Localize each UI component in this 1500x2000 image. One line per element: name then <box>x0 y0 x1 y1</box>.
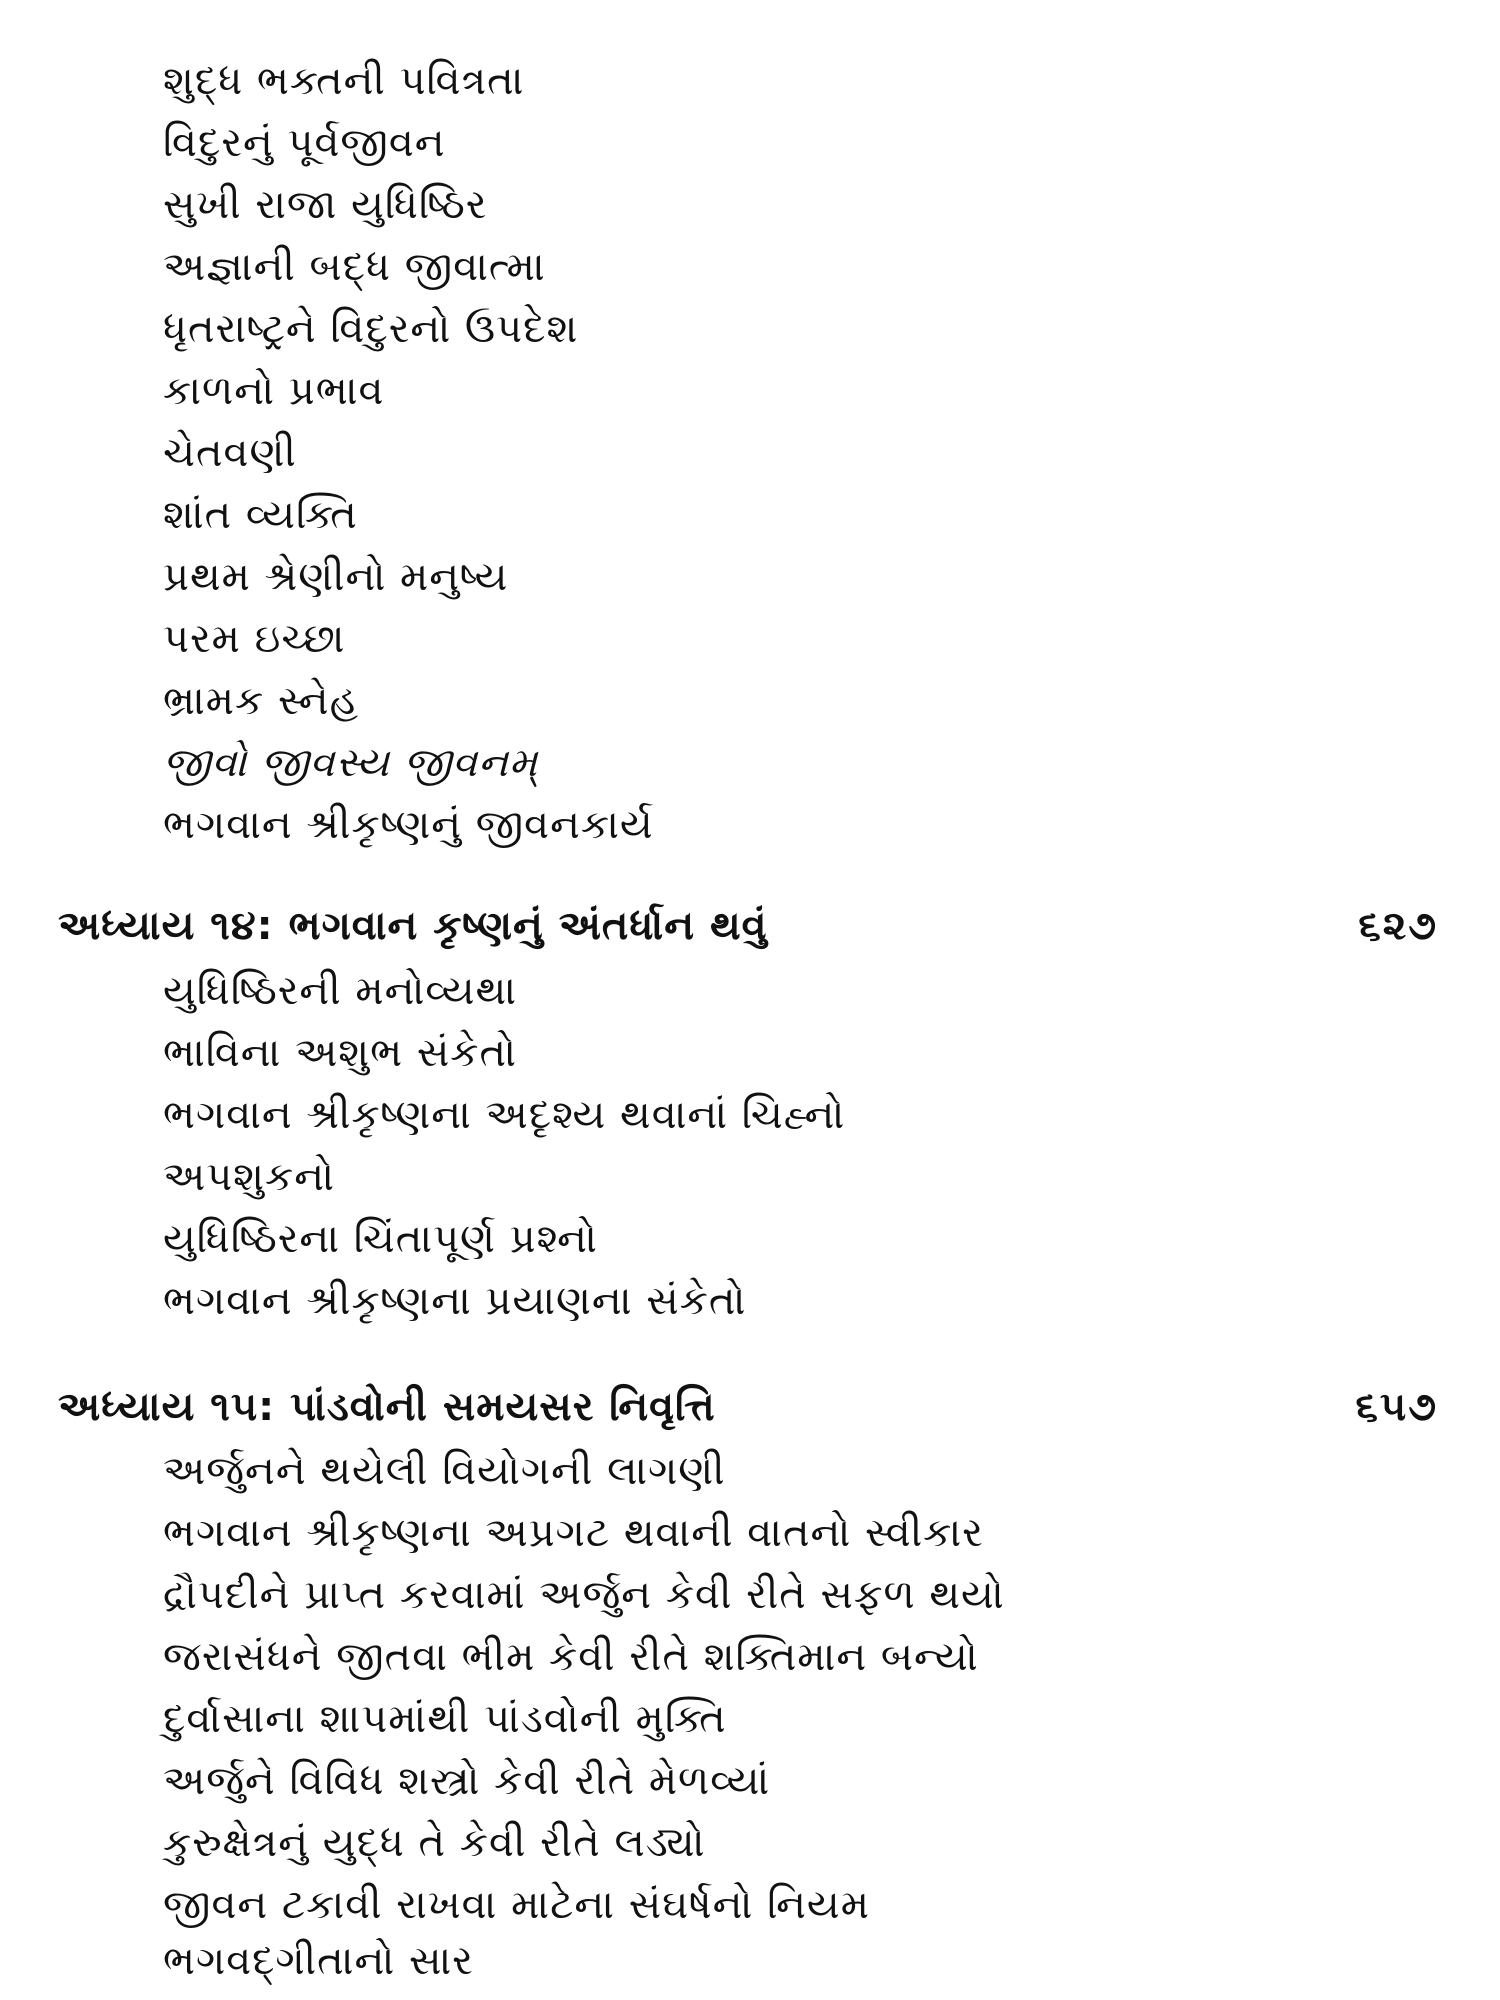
toc-entry: જીવન ટકાવી રાખવા માટેના સંઘર્ષનો નિયમ <box>163 1882 870 1928</box>
chapter-15-heading <box>58 1376 1438 1438</box>
toc-entry: જીવો જીવસ્ય જીવનમ્ <box>163 740 539 786</box>
toc-entry: અપશુકનો <box>163 1154 336 1200</box>
toc-entry: દ્રૌપદીને પ્રાપ્ત કરવામાં અર્જુન કેવી રીતે સફળ થયો <box>163 1572 1005 1618</box>
toc-entry: અર્જુનને થયેલી વિયોગની લાગણી <box>163 1448 726 1494</box>
chapter-title: અધ્યાય ૧૫: પાંડવોની સમયસર નિવૃત્તિ <box>58 1384 716 1430</box>
toc-entry: ભગવાન શ્રીકૃષ્ણના અપ્રગટ થવાની વાતનો સ્વીકાર <box>163 1510 984 1556</box>
toc-entry: શુદ્ધ ભક્તની પવિત્રતા <box>163 58 525 104</box>
toc-entry: ભાવિના અશુભ સંકેતો <box>163 1030 517 1076</box>
toc-entry: ધૃતરાષ્ટ્રને વિદુરનો ઉપદેશ <box>163 306 579 352</box>
toc-entry: યુધિષ્ઠિરની મનોવ્યથા <box>163 968 517 1014</box>
toc-entry: સુખી રાજા યુધિષ્ઠિર <box>163 182 488 228</box>
toc-entry: ભગવાન શ્રીકૃષ્ણનું જીવનકાર્ય <box>163 802 654 848</box>
toc-entry: ચેતવણી <box>163 430 297 476</box>
toc-entry: અર્જુને વિવિધ શસ્ત્રો કેવી રીતે મેળવ્યાં <box>163 1758 771 1804</box>
toc-entry: અજ્ઞાની બદ્ધ જીવાત્મા <box>163 244 546 290</box>
toc-entry: ભગવદ્ગીતાનો સાર <box>163 1938 474 1984</box>
toc-entry: પરમ ઇચ્છા <box>163 616 346 662</box>
toc-entry: શાંત વ્યક્તિ <box>163 492 358 538</box>
toc-entry: કાળનો પ્રભાવ <box>163 368 385 414</box>
toc-entry: જરાસંધને જીતવા ભીમ કેવી રીતે શક્તિમાન બન્યો <box>163 1634 979 1680</box>
toc-entry: ભ્રામક સ્નેહ <box>163 678 360 724</box>
chapter-page-number: ૬૨૭ <box>1358 903 1438 949</box>
toc-entry: વિદુરનું પૂર્વજીવન <box>163 120 446 166</box>
toc-entry: દુર્વાસાના શાપમાંથી પાંડવોની મુક્તિ <box>163 1696 727 1742</box>
toc-entry: ભગવાન શ્રીકૃષ્ણના પ્રયાણના સંકેતો <box>163 1278 747 1324</box>
toc-entry: પ્રથમ શ્રેણીનો મનુષ્ય <box>163 554 509 600</box>
toc-entry: યુધિષ્ઠિરના ચિંતાપૂર્ણ પ્રશ્નો <box>163 1216 598 1262</box>
chapter-title: અધ્યાય ૧૪: ભગવાન કૃષ્ણનું અંતર્ધાન થવું <box>58 903 768 949</box>
chapter-page-number: ૬૫૭ <box>1355 1384 1438 1430</box>
toc-entry: કુરુક્ષેત્રનું યુદ્ધ તે કેવી રીતે લડ્યો <box>163 1820 706 1866</box>
chapter-14-heading <box>58 895 1438 957</box>
toc-entry: ભગવાન શ્રીકૃષ્ણના અદૃશ્ય થવાનાં ચિહ્નો <box>163 1092 846 1138</box>
